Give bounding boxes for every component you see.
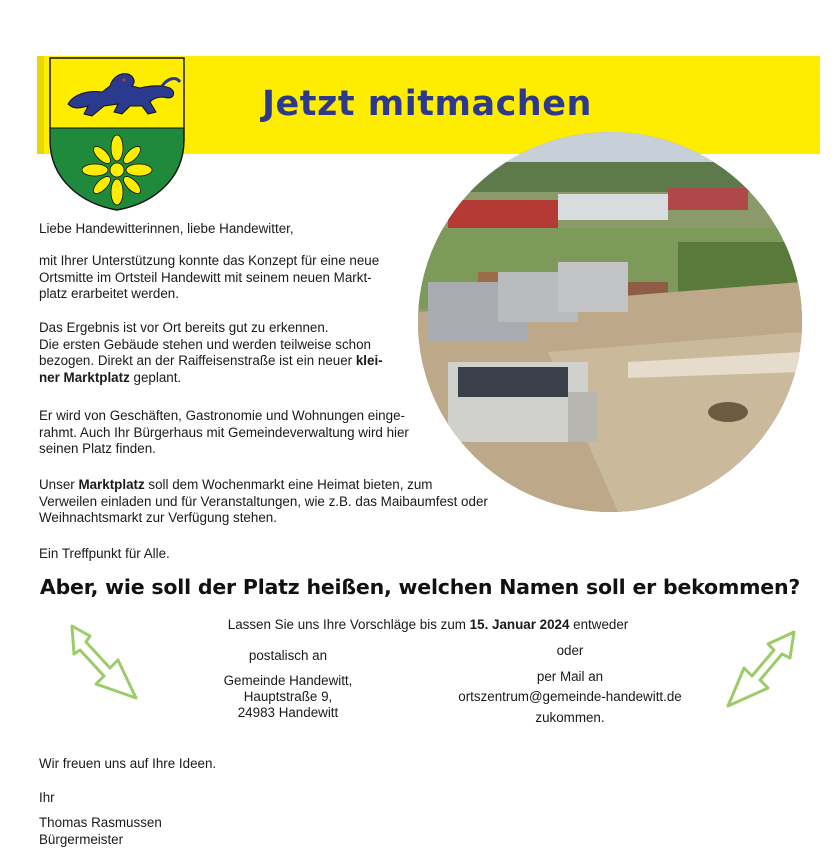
text-span: Lassen Sie uns Ihre Vorschläge bis zum <box>227 617 470 632</box>
text-line <box>39 370 383 387</box>
signatory-role: Bürgermeister <box>39 832 124 847</box>
postal-address <box>188 673 388 721</box>
text-span: soll dem Wochenmarkt eine Heimat bieten, zum <box>144 477 433 492</box>
paragraph-result <box>39 320 383 386</box>
text-span: geplant. <box>129 369 182 385</box>
paragraph-buildings <box>39 408 409 458</box>
bold-span: klei- <box>355 353 383 368</box>
bold-span: Marktplatz <box>78 477 145 492</box>
aerial-photo-icon <box>418 132 802 512</box>
address-line: Gemeinde Handewitt, <box>223 673 353 688</box>
text-line: Verweilen einladen und für Veranstaltungen, wie z.B. das Maibaumfest oder <box>39 493 488 509</box>
text-span: Unser <box>39 477 79 492</box>
text-line <box>39 353 383 370</box>
coat-of-arms-icon <box>44 56 190 212</box>
arrow-right-outline-icon <box>66 622 144 708</box>
paragraph-marketplace <box>39 477 488 527</box>
deadline: 15. Januar 2024 <box>469 617 570 632</box>
paragraph-concept <box>39 253 379 303</box>
banner-edge <box>37 56 44 154</box>
meeting-point-line: Ein Treffpunkt für Alle. <box>39 546 170 561</box>
email-link[interactable]: ortszentrum@gemeinde-handewitt.de <box>458 689 682 704</box>
mail-label: per Mail an <box>536 669 604 684</box>
text-span: bezogen. Direkt an der Raiffeisenstraße ist ein neuer <box>39 353 356 368</box>
naming-question: Aber, wie soll der Platz heißen, welchen Namen soll er bekommen? <box>39 575 801 599</box>
text-line <box>39 477 488 494</box>
address-line: Hauptstraße 9, <box>243 689 333 704</box>
postal-label: postalisch an <box>248 648 328 663</box>
greeting: Liebe Handewitterinnen, liebe Handewitter, <box>39 221 294 236</box>
bold-span: ner Marktplatz <box>39 369 130 385</box>
thanks-line: Wir freuen uns auf Ihre Ideen. <box>39 756 217 771</box>
or-label: oder <box>556 643 584 658</box>
address-line: 24983 Handewitt <box>237 705 339 720</box>
text-line: rahmt. Auch Ihr Bürgerhaus mit Gemeindeverwaltung wird hier <box>39 424 409 440</box>
submission-intro <box>200 617 656 633</box>
text-line: platz erarbeitet werden. <box>39 286 179 301</box>
text-span: entweder <box>569 617 629 632</box>
text-line: Die ersten Gebäude stehen und werden teilweise schon <box>39 336 372 352</box>
text-line: Ortsmitte im Ortsteil Handewitt mit seinem neuen Markt- <box>39 269 372 285</box>
text-line: Das Ergebnis ist vor Ort bereits gut zu erkennen. <box>39 320 329 335</box>
page-title: Jetzt mitmachen <box>262 84 592 124</box>
text-line: Er wird von Geschäften, Gastronomie und Wohnungen einge- <box>39 408 405 423</box>
text-line: seinen Platz finden. <box>39 441 156 456</box>
yours-line: Ihr <box>39 790 55 805</box>
arrow-left-outline-icon <box>720 628 800 714</box>
text-line: mit Ihrer Unterstützung konnte das Konzept für eine neue <box>39 253 380 268</box>
closing-label: zukommen. <box>535 710 605 725</box>
text-line: Weihnachtsmarkt zur Verfügung stehen. <box>39 510 277 525</box>
signatory-name: Thomas Rasmussen <box>39 815 162 830</box>
